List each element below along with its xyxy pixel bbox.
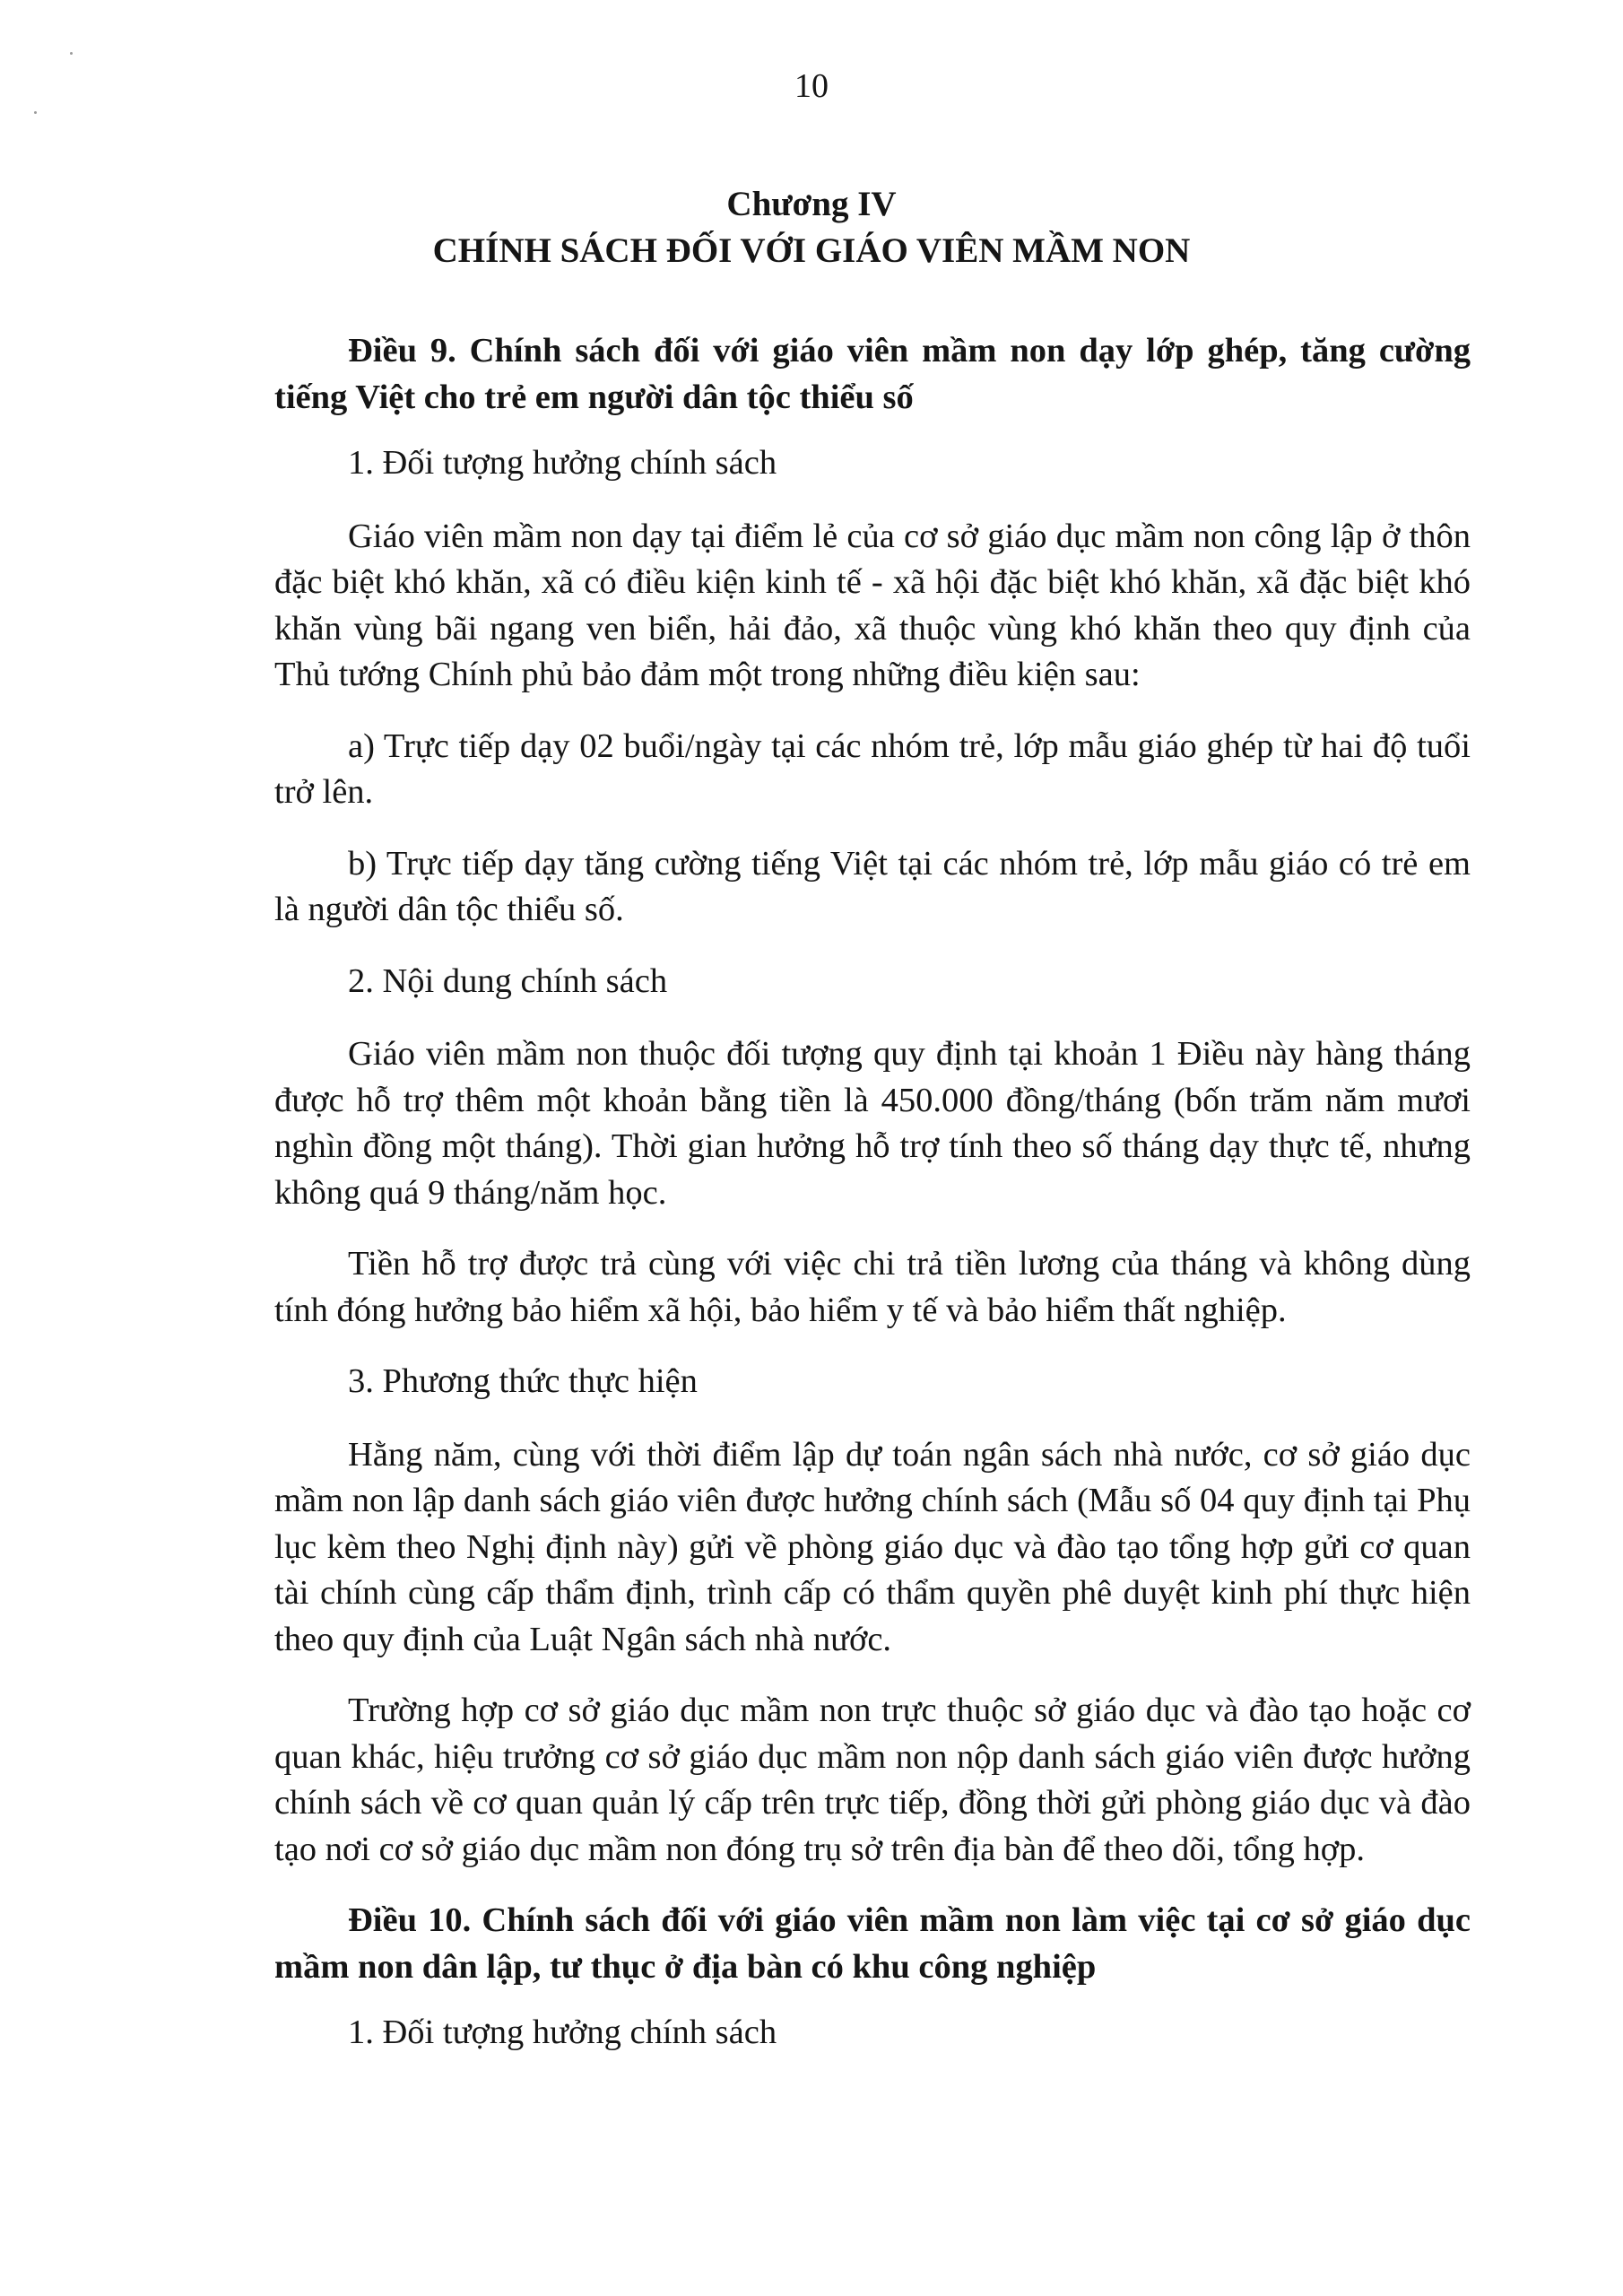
scan-speck <box>34 111 37 114</box>
list-item: a) Trực tiếp dạy 02 buổi/ngày tại các nhóm trẻ, lớp mẫu giáo ghép từ hai độ tuổi trở lên. <box>274 726 1471 811</box>
section-heading: 1. Đối tượng hưởng chính sách <box>348 444 777 482</box>
section-heading: 2. Nội dung chính sách <box>348 961 668 1000</box>
page-number: 10 <box>794 67 829 105</box>
document-body <box>274 328 1471 2083</box>
chapter-title: Chương IV <box>726 185 897 223</box>
body-paragraph: Hằng năm, cùng với thời điểm lập dự toán ngân sách nhà nước, cơ sở giáo dục mầm non lập danh sách giáo viên được hưởng chính sách (Mẫu số 04 quy định tại Phụ lục kèm theo Nghị định này) gửi về phòng giáo dục và đào tạo tổng hợp gửi cơ quan tài chính cùng cấp thẩm định, trình cấp có thẩm quyền phê duyệt kinh phí thực hiện theo quy định của Luật Ngân sách nhà nước. <box>274 1435 1471 1658</box>
article-heading: Điều 10. Chính sách đối với giáo viên mầm non làm việc tại cơ sở giáo dục mầm non dân lập, tư thục ở địa bàn có khu công nghiệp <box>274 1901 1471 1986</box>
article-heading: Điều 9. Chính sách đối với giáo viên mầm non dạy lớp ghép, tăng cường tiếng Việt cho trẻ em người dân tộc thiểu số <box>274 332 1471 416</box>
body-paragraph: Giáo viên mầm non thuộc đối tượng quy định tại khoản 1 Điều này hàng tháng được hỗ trợ thêm một khoản bằng tiền là 450.000 đồng/tháng (bốn trăm năm mươi nghìn đồng một tháng). Thời gian hưởng hỗ trợ tính theo số tháng dạy thực tế, nhưng không quá 9 tháng/năm học. <box>274 1035 1471 1212</box>
section-heading: 3. Phương thức thực hiện <box>348 1362 698 1400</box>
section-heading: 1. Đối tượng hưởng chính sách <box>348 2013 777 2051</box>
body-paragraph: Trường hợp cơ sở giáo dục mầm non trực thuộc sở giáo dục và đào tạo hoặc cơ quan khác, hiệu trưởng cơ sở giáo dục mầm non nộp danh sách giáo viên được hưởng chính sách về cơ quan quản lý cấp trên trực tiếp, đồng thời gửi phòng giáo dục và đào tạo nơi cơ sở giáo dục mầm non đóng trụ sở trên địa bàn để theo dõi, tổng hợp. <box>274 1692 1471 1868</box>
scan-speck <box>70 52 73 55</box>
body-paragraph: Giáo viên mầm non dạy tại điểm lẻ của cơ sở giáo dục mầm non công lập ở thôn đặc biệt khó khăn, xã có điều kiện kinh tế - xã hội đặc biệt khó khăn, xã đặc biệt khó khăn vùng bãi ngang ven biển, hải đảo, xã thuộc vùng khó khăn theo quy định của Thủ tướng Chính phủ bảo đảm một trong những điều kiện sau: <box>274 517 1471 693</box>
list-item: b) Trực tiếp dạy tăng cường tiếng Việt tại các nhóm trẻ, lớp mẫu giáo có trẻ em là người dân tộc thiểu số. <box>274 844 1471 928</box>
chapter-subtitle: CHÍNH SÁCH ĐỐI VỚI GIÁO VIÊN MẦM NON <box>432 231 1191 270</box>
body-paragraph: Tiền hỗ trợ được trả cùng với việc chi trả tiền lương của tháng và không dùng tính đóng hưởng bảo hiểm xã hội, bảo hiểm y tế và bảo hiểm thất nghiệp. <box>274 1245 1471 1329</box>
